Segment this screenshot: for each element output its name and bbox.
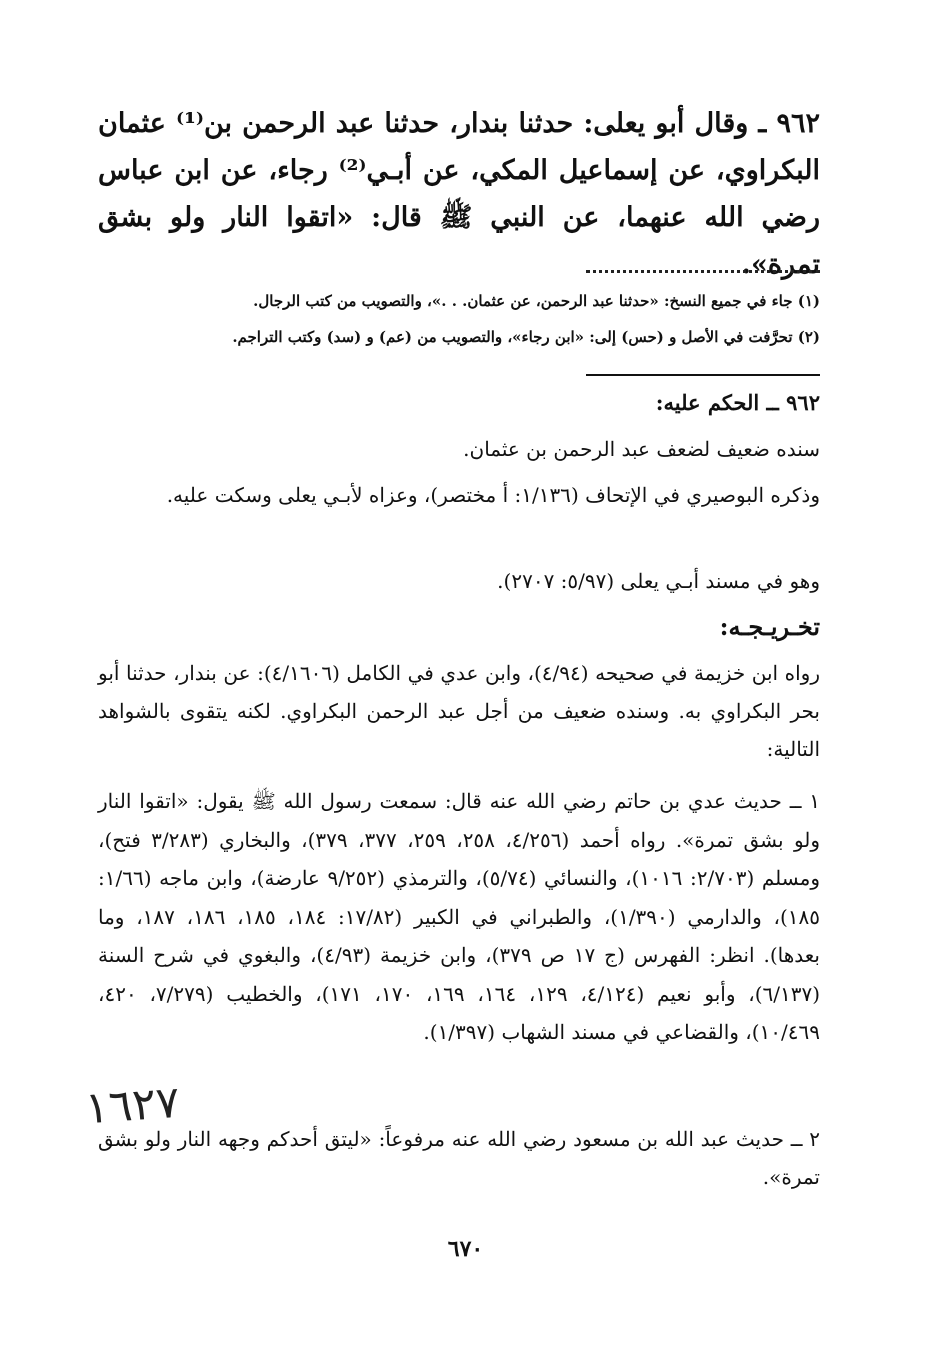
- ruling-line-3: وهو في مسند أبـي يعلى (٥/٩٧: ٢٧٠٧).: [497, 569, 820, 593]
- takhrij-heading: تخـريـجـه:: [719, 612, 820, 641]
- section-divider: [586, 374, 820, 376]
- footnote-1: (١) جاء في جميع النسخ: «حدثنا عبد الرحمن، عن عثمان. . .»، والتصويب من كتب الرجال.: [253, 292, 820, 310]
- witness-1: ١ ــ حديث عدي بن حاتم رضي الله عنه قال: سمعت رسول الله ﷺ يقول: «اتقوا النار ولو بشق تمرة». رواه أحمد (٤/٢٥٦، ٢٥٨، ٢٥٩، ٣٧٧، ٣٧٩)، والبخاري (٣/٢٨٣ فتح)، ومسلم (٢/٧٠٣: ١٠١٦)، والنسائي (٥/٧٤)، والترمذي (٩/٢٥٢ عارضة)، وابن ماجه (١/٦٦: ١٨٥)، والدارمي (١/٣٩٠)، والطبراني في الكبير (١٧/٨٢: ١٨٤، ١٨٥، ١٨٦، ١٨٧، وما بعدها). انظر: الفهرس (ج ١٧ ص ٣٧٩)، وابن خزيمة (٤/٩٣)، والبغوي في شرح السنة (٦/١٣٧)، وأبو نعيم (٤/١٢٤، ١٢٩، ١٦٤، ١٦٩، ١٧٠، ١٧١)، والخطيب (٧/٢٧٩، ٤٢٠، ١٠/٤٦٩)، والقضاعي في مسند الشهاب (١/٣٩٧).: [98, 789, 821, 1044]
- hadith-text: ٩٦٢ ـ وقال أبو يعلى: حدثنا بندار، حدثنا عبد الرحمن بن⁽¹⁾ عثمان البكراوي، عن إسماعيل المكي، عن أبـي⁽²⁾ رجاء، عن ابن عباس رضي الله عنهما، عن النبي ﷺ قال: «اتقوا النار ولو بشق تمرة».: [98, 108, 820, 280]
- ruling-line-1: سنده ضعيف لضعف عبد الرحمن بن عثمان.: [463, 437, 820, 461]
- ruling-line-2: وذكره البوصيري في الإتحاف (١/١٣٦: أ مختصر)، وعزاه لأبـي يعلى وسكت عليه.: [166, 483, 820, 507]
- page-number: ٦٧٠: [447, 1236, 484, 1262]
- handwritten-note: ١٦٢٧: [83, 1076, 182, 1135]
- takhrij-paragraph: رواه ابن خزيمة في صحيحه (٤/٩٤)، وابن عدي في الكامل (٤/١٦٠٦): عن بندار، حدثنا أبو بحر البكراوي به. وسنده ضعيف من أجل عبد الرحمن البكراوي. لكنه يتقوى بالشواهد التالية:: [98, 661, 820, 761]
- footnote-separator: [586, 262, 820, 273]
- ruling-heading: ٩٦٢ ــ الحكم عليه:: [655, 390, 820, 415]
- footnote-2: (٢) تحرَّفت في الأصل و (حس) إلى: «ابن رجاء»، والتصويب من (عم) و (سد) وكتب التراجم.: [232, 328, 820, 346]
- witness-2: ٢ ــ حديث عبد الله بن مسعود رضي الله عنه مرفوعاً: «ليتق أحدكم وجهه النار ولو بشق تمرة».: [98, 1127, 820, 1189]
